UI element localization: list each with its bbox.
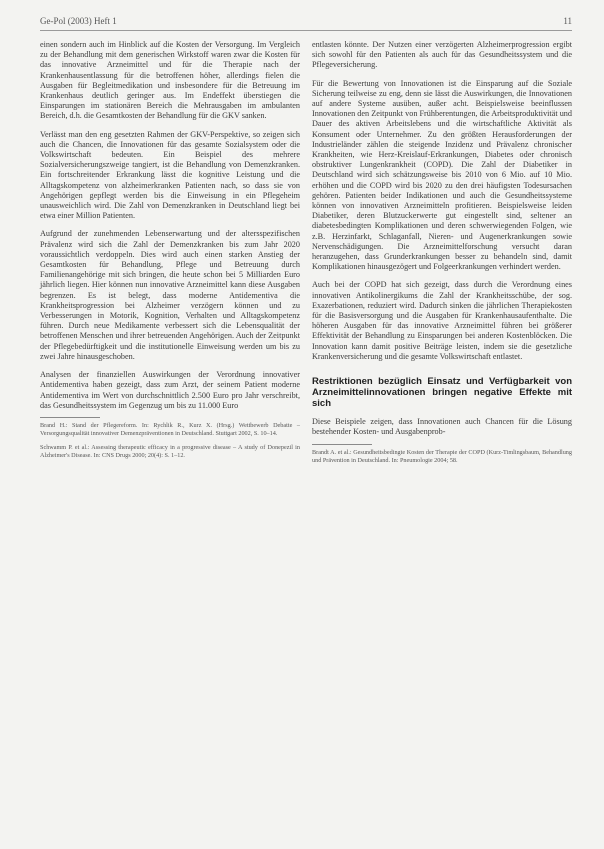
footnote: Schwamm P. et al.: Assessing therapeutic efficacy in a progressive disease – A study of Donepezil in Alzheimer's Disease. In: CNS Drugs 2000; 20(4): S. 1–12. — [40, 443, 300, 459]
paragraph: entlasten könnte. Der Nutzen einer verzögerten Alzheimerprogression ergibt sich sowohl für den Patienten als auch für das Gesundheitssystem und die Pflegeversicherung. — [312, 40, 572, 70]
footnote-rule — [40, 417, 100, 418]
page-number: 11 — [563, 16, 572, 26]
paragraph: Für die Bewertung von Innovationen ist die Einsparung auf die Soziale Sicherung teilweise zu eng, denn sie lässt die Auswirkungen, die Innovationen auf andere Systeme ausüben, außer acht. Beispielsweise beeinflussen Innovationen den Zeitpunkt von Frühberentungen, die Arbeitsproduktivität und Dauer des aktiven Arbeitslebens und die wirtschaftliche Aktivität als Konsument oder Unternehmer. Zu den größten Herausforderungen der Industrieländer zählen die steigende Inzidenz und Prävalenz chronischer Krankheiten, wie Herz-Kreislauf-Erkrankungen, Diabetes oder chronisch obstruktiver Lungenkrankheit (COPD). Die Zahl der Diabetiker in Deutschland wird sich schätzungsweise bis 2010 von 6 Mio. auf 10 Mio. erhöhen und die COPD wird bis 2020 zu den drei häufigsten Todesursachen gehören. Patienten beider Indikationen und auch die Gesundheitssysteme können von innovativen Arzneimitteln profitieren. Beispielsweise leiden Diabetiker, deren Blutzuckerwerte gut eingestellt sind, seltener an diabetesbedingten Komplikationen und deren schwerwiegenden Folgen, wie z.B. Herzinfarkt, Schlaganfall, Nieren- und Augenerkrankungen sowie Nervenschädigungen. Die Arzneimittelforschung versucht daran heranzugehen, dass Grunderkrankungen besser zu behandeln sind, damit Komplikationen hinausgezögert und Folgeerkrankungen verhindert werden. — [312, 78, 572, 272]
footnote: Brandt A. et al.: Gesundheitsbedingte Kosten der Therapie der COPD (Kurz-Timlingsbaum, Behandlung und Prävention in Deutschland. In: Pneumologie 2004; 58. — [312, 448, 572, 464]
section-heading: Restriktionen bezüglich Einsatz und Verfügbarkeit von Arzneimittelinnovationen bringen negative Effekte mit sich — [312, 376, 572, 410]
paragraph: einen sondern auch im Hinblick auf die Kosten der Versorgung. Im Vergleich zu der Behandlung mit dem generischen Wirkstoff waren zwar die Kosten für das innovative Arzneimittel und für die Therapie nach der Krankenhausentlassung für die betroffenen höher, allerdings fielen die Ausgaben für Begleitmedikation und insbesondere für die Betreuung im Krankenhaus deutlich geringer aus. Im Endeffekt überstiegen die Einsparungen im stationären Bereich die Mehrausgaben im ambulanten Bereich, d.h. die Gesamtkosten der Behandlung für die GKV sanken. — [40, 40, 300, 121]
paragraph: Auch bei der COPD hat sich gezeigt, dass durch die Verordnung eines innovativen Antikolinergikums die Zahl der Krankheitsschübe, der sog. Exazerbationen, reduziert wird. Dadurch sinken die jährlichen Therapiekosten für die Basisversorgung und die Ausgaben für Krankenhausaufenthalte. Die höheren Ausgaben für das innovative Arzneimittel führen bei größerer Effektivität der Behandlung zu Einsparungen bei anderen Kostenblöcken. Die Innovation kann damit positive Beiträge leisten, indem sie die gesetzliche Krankenversicherung und die gesamte Volkswirtschaft entlastet. — [312, 280, 572, 361]
paragraph: Diese Beispiele zeigen, dass Innovationen auch Chancen für die Lösung bestehender Kosten- und Ausgabenprob- — [312, 417, 572, 437]
left-column — [40, 40, 300, 466]
footnote: Brand H.: Stand der Pflegereform. In: Rychlik R., Kurz X. (Hrsg.) Wettbewerb Debatte – Versorgungsqualität innovativer Demenzpräventionen in Deutschland. Stuttgart 2002, S. 10–14. — [40, 421, 300, 437]
footnote-rule — [312, 444, 372, 445]
header-rule — [40, 30, 572, 31]
paragraph: Analysen der finanziellen Auswirkungen der Verordnung innovativer Antidementiva haben gezeigt, dass zum Arzt, der seinem Patient moderne Antidementiva im Wert von durchschnittlich 2.500 Euro pro Jahr verschreibt, das Gesundheitssystem im Gegenzug um bis zu 11.000 Euro — [40, 370, 300, 410]
journal-title: Ge-Pol (2003) Heft 1 — [40, 16, 117, 26]
paragraph: Aufgrund der zunehmenden Lebenserwartung und der altersspezifischen Prävalenz wird sich die Zahl der Demenzkranken bis zum Jahr 2020 voraussichtlich verdoppeln. Dies wird auch einen starken Anstieg der Gesamtkosten für Behandlung, Pflege und Betreuung durch Familienangehörige mit sich bringen, die heute schon bei 5 Milliarden Euro jährlich liegen. Hier können nun innovative Arzneimittel kann diese Ausgaben begrenzen. Es ist belegt, dass moderne Antidementiva die Krankheitsprogression bei Alzheimer verzögern können und zu Verbesserungen in Motorik, Kognition, Verhalten und Alltagskompetenz führen. Durch neue Medikamente verbessert sich die Lebensqualität der betroffenen Menschen und ihrer betreuenden Angehörigen. Auch der Zeitpunkt der Pflegebedürftigkeit und die institutionelle Einweisung werden um bis zu zwei Jahre hinausgeschoben. — [40, 229, 300, 361]
right-column — [312, 40, 572, 471]
paragraph: Verlässt man den eng gesetzten Rahmen der GKV-Perspektive, so zeigen sich auch die Chancen, die Innovationen für das gesamte Sozialsystem oder die Volkswirtschaft bedeuten. Ein Beispiel des mehrere Sozialversicherungszweige tangiert, ist die Behandlung von Demenzkranken. Ein fortschreitender Erkrankung lässt die kognitive Leistung und die Alltagskompetenz von alzheimerkranken Patienten nach, so dass sie von Angehörigen gepflegt werden bis die Einweisung in ein Pflegeheim unausweichlich wird. Die Zahl von Demenzkranken in Deutschland liegt bei etwa einer Million Patienten. — [40, 129, 300, 221]
page-header — [40, 14, 572, 30]
